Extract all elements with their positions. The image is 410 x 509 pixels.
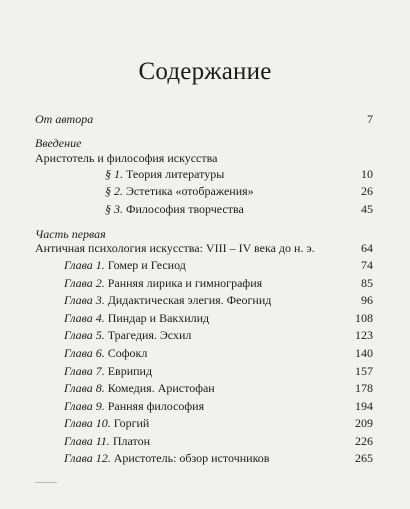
toc-entry-title: Трагедия. Эсхил <box>107 328 192 342</box>
chapter-number: Глава 7. <box>64 364 105 378</box>
toc-entry-title: Пиндар и Вакхилид <box>107 311 210 325</box>
paragraph-number: § 3. <box>105 202 123 216</box>
toc-entry-title: Горгий <box>113 416 150 430</box>
toc-entry-title: Софокл <box>107 346 148 360</box>
toc-entry-title: Гомер и Гесиод <box>107 258 186 272</box>
chapter-number: Глава 10. <box>64 416 111 430</box>
toc-entry-chapter-11[interactable] <box>64 434 150 448</box>
toc-page-number: 226 <box>355 434 373 448</box>
toc-entry-chapter-10[interactable] <box>64 416 149 430</box>
toc-entry-title: Дидактическая элегия. Феогнид <box>107 293 272 307</box>
chapter-number: Глава 3. <box>64 293 105 307</box>
toc-entry-intro-3[interactable] <box>105 202 244 216</box>
toc-entry-title: Ранняя философия <box>107 399 205 413</box>
toc-page-number: 7 <box>367 112 373 126</box>
toc-entry-chapter-2[interactable] <box>64 276 262 290</box>
toc-entry-chapter-7[interactable] <box>64 364 152 378</box>
paragraph-number: § 2. <box>105 184 123 198</box>
toc-entry-from-author[interactable] <box>35 112 93 126</box>
toc-entry-title: Еврипид <box>107 364 153 378</box>
toc-entry-title: Ранняя лирика и гимнография <box>107 276 263 290</box>
toc-entry-title: Платон <box>112 434 150 448</box>
toc-page-number: 96 <box>361 293 373 307</box>
toc-entry-label: От автора <box>35 112 94 126</box>
toc-entry-chapter-3[interactable] <box>64 293 271 307</box>
toc-entry-chapter-5[interactable] <box>64 328 191 342</box>
toc-entry-title: Комедия. Аристофан <box>107 381 215 395</box>
toc-entry-intro-1[interactable] <box>105 167 224 181</box>
toc-entry-chapter-4[interactable] <box>64 311 209 325</box>
toc-page-number: 178 <box>355 381 373 395</box>
chapter-number: Глава 2. <box>64 276 105 290</box>
section-heading-intro: Введение <box>35 136 82 150</box>
toc-page-number: 157 <box>355 364 373 378</box>
toc-page-number: 74 <box>361 258 373 272</box>
toc-page-number: 209 <box>355 416 373 430</box>
chapter-number: Глава 8. <box>64 381 105 395</box>
chapter-number: Глава 12. <box>64 451 111 465</box>
chapter-number: Глава 11. <box>64 434 110 448</box>
footer-divider <box>35 482 57 483</box>
toc-entry-chapter-8[interactable] <box>64 381 215 395</box>
toc-entry-title: Философия творчества <box>126 202 244 216</box>
section-subtitle-part1: Античная психология искусства: VIII – IV века до н. э. <box>35 241 315 255</box>
toc-page-number: 26 <box>361 184 373 198</box>
toc-entry-chapter-6[interactable] <box>64 346 147 360</box>
paragraph-number: § 1. <box>105 167 123 181</box>
page-title: Содержание <box>138 58 272 85</box>
section-heading-part1: Часть первая <box>35 227 106 241</box>
chapter-number: Глава 5. <box>64 328 105 342</box>
toc-page-number: 108 <box>355 311 373 325</box>
toc-entry-chapter-1[interactable] <box>64 258 186 272</box>
toc-page-number: 265 <box>355 451 373 465</box>
toc-page-number: 10 <box>361 167 373 181</box>
toc-page-number: 85 <box>361 276 373 290</box>
toc-page-number: 45 <box>361 202 373 216</box>
toc-entry-title: Теория литературы <box>126 167 225 181</box>
toc-entry-chapter-12[interactable] <box>64 451 269 465</box>
toc-page-number: 194 <box>355 399 373 413</box>
toc-page-number: 64 <box>361 241 373 255</box>
toc-page-number: 123 <box>355 328 373 342</box>
chapter-number: Глава 4. <box>64 311 105 325</box>
toc-entry-intro-2[interactable] <box>105 184 254 198</box>
chapter-number: Глава 6. <box>64 346 105 360</box>
toc-page-number: 140 <box>355 346 373 360</box>
toc-entry-title: Аристотель: обзор источников <box>113 451 270 465</box>
chapter-number: Глава 1. <box>64 258 105 272</box>
section-subtitle-intro: Аристотель и философия искусства <box>35 151 218 165</box>
toc-entry-chapter-9[interactable] <box>64 399 204 413</box>
toc-entry-title: Эстетика «отображения» <box>126 184 254 198</box>
chapter-number: Глава 9. <box>64 399 105 413</box>
